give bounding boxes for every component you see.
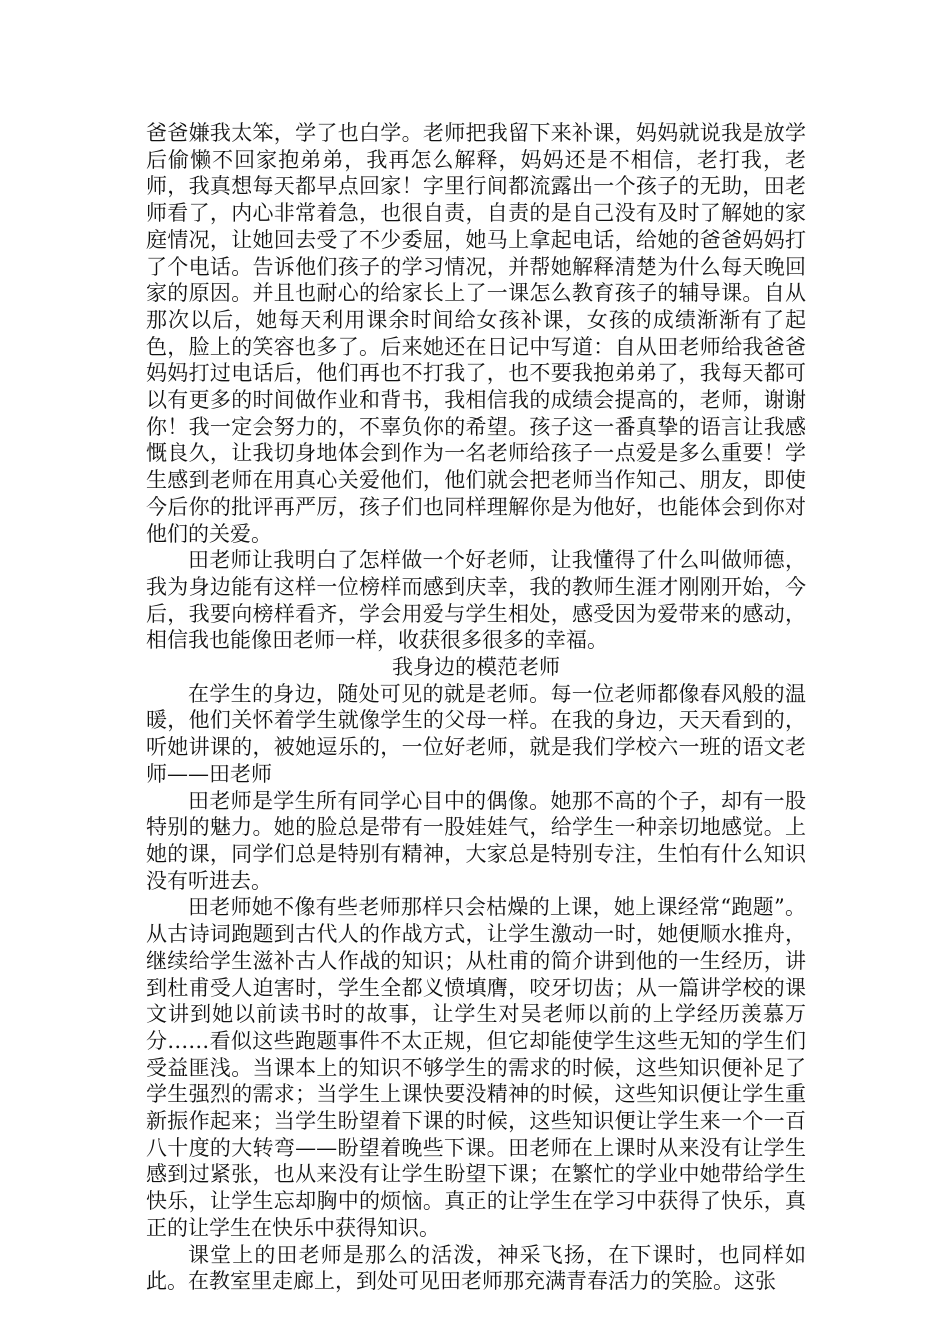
- paragraph-continuation: 爸爸嫌我太笨，学了也白学。老师把我留下来补课，妈妈就说我是放学后偷懒不回家抱弟弟，我再怎么解释，妈妈还是不相信，老打我，老师，我真想每天都早点回家！字里行间都流露出一个孩子的无助，田老师看了，内心非常着急，也很自责，自责的是自己没有及时了解她的家庭情况，让她回去受了不少委屈，她马上拿起电话，给她的爸爸妈妈打了个电话。告诉他们孩子的学习情况，并帮她解释清楚为什么每天晚回家的原因。并且也耐心的给家长上了一课怎么教育孩子的辅导课。自从那次以后，她每天利用课余时间给女孩补课，女孩的成绩渐渐有了起色，脸上的笑容也多了。后来她还在日记中写道：自从田老师给我爸爸妈妈打过电话后，他们再也不打我了，也不要我抱弟弟了，我每天都可以有更多的时间做作业和背书，我相信我的成绩会提高的，老师，谢谢你！我一定会努力的，不辜负你的希望。孩子这一番真挚的语言让我感慨良久，让我切身地体会到作为一名老师给孩子一点爱是多么重要！学生感到老师在用真心关爱他们，他们就会把老师当作知己、朋友，即使今后你的批评再严厉，孩子们也同样理解你是为他好，也能体会到你对他们的关爱。: [146, 121, 806, 546]
- paragraph-lively: 课堂上的田老师是那么的活泼，神采飞扬，在下课时，也同样如此。在教室里走廊上，到处可见田老师那充满青春活力的笑脸。这张: [146, 1242, 806, 1294]
- paragraph-idol: 田老师是学生所有同学心目中的偶像。她那不高的个子，却有一股特别的魅力。她的脸总是带有一股娃娃气，给学生一种亲切地感觉。上她的课，同学们总是特别有精神，大家总是特别专注，生怕有什么知识没有听进去。: [146, 788, 806, 893]
- section-heading: 我身边的模范老师: [392, 655, 560, 680]
- paragraph-digression: 田老师她不像有些老师那样只会枯燥的上课，她上课经常“跑题”。从古诗词跑题到古代人的作战方式，让学生激动一时，她便顺水推舟，继续给学生滋补古人作战的知识；从杜甫的简介讲到他的一生经历，讲到杜甫受人迫害时，学生全都义愤填膺，咬牙切齿；从一篇讲学校的课文讲到她以前读书时的故事，让学生对吴老师以前的上学经历羡慕万分……看似这些跑题事件不太正规，但它却能使学生这些无知的学生们受益匪浅。当课本上的知识不够学生的需求的时候，这些知识便补足了学生强烈的需求；当学生上课快要没精神的时候，这些知识便让学生重新振作起来；当学生盼望着下课的时候，这些知识便让学生来一个一百八十度的大转弯——盼望着晚些下课。田老师在上课时从来没有让学生感到过紧张，也从来没有让学生盼望下课；在繁忙的学业中她带给学生快乐，让学生忘却胸中的烦恼。真正的让学生在学习中获得了快乐，真正的让学生在快乐中获得知识。: [146, 895, 806, 1240]
- document-page: [146, 120, 806, 1295]
- paragraph-intro: 在学生的身边，随处可见的就是老师。每一位老师都像春风般的温暖，他们关怀着学生就像学生的父母一样。在我的身边，天天看到的，听她讲课的，被她逗乐的，一位好老师，就是我们学校六一班的语文老师——田老师: [146, 681, 806, 786]
- paragraph-reflection: 田老师让我明白了怎样做一个好老师，让我懂得了什么叫做师德，我为身边能有这样一位榜样而感到庆幸，我的教师生涯才刚刚开始，今后，我要向榜样看齐，学会用爱与学生相处，感受因为爱带来的感动，相信我也能像田老师一样，收获很多很多的幸福。: [146, 548, 806, 653]
